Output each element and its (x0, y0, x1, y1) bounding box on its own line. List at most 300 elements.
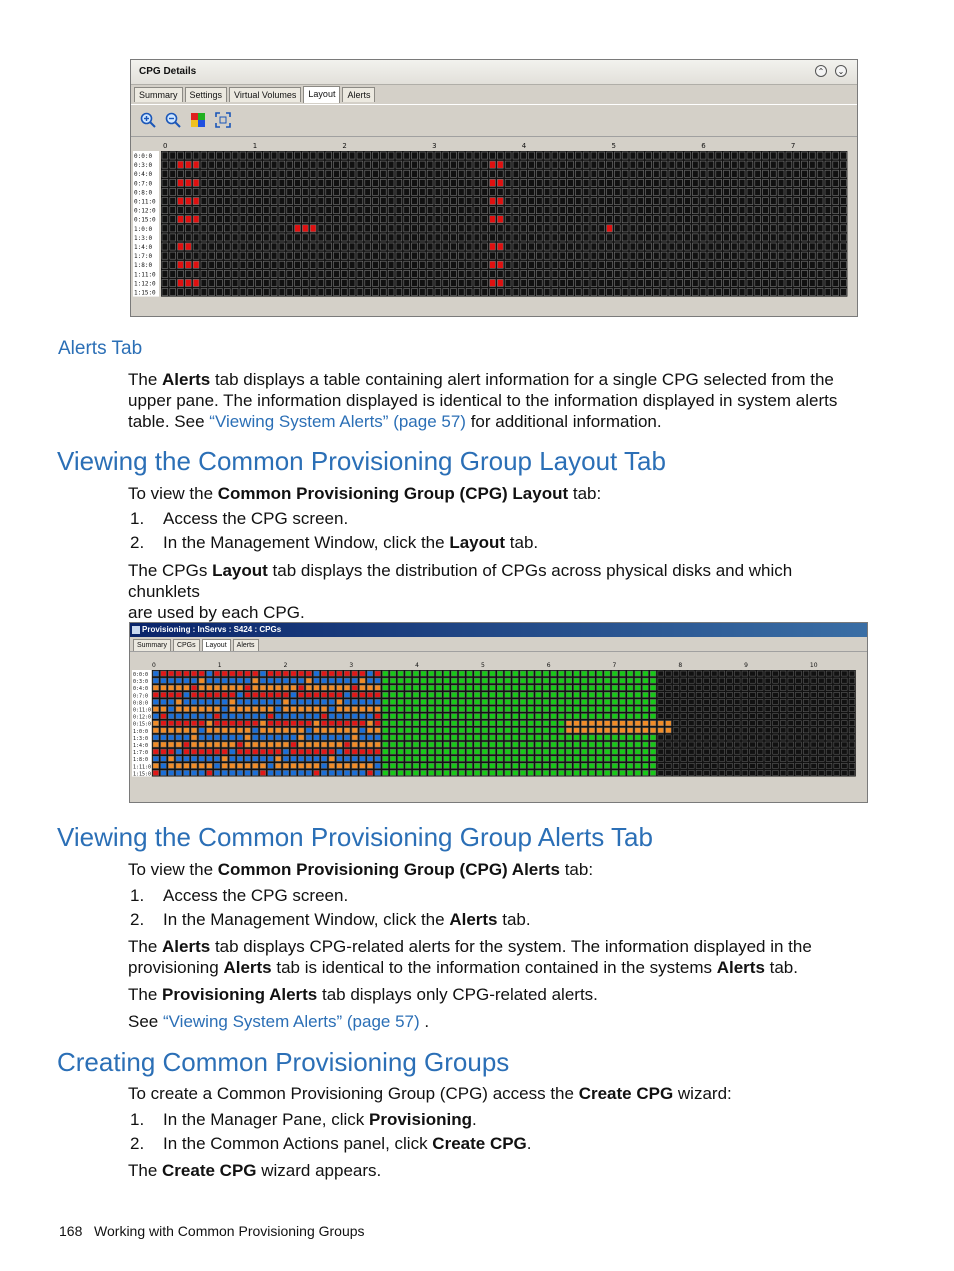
chunklet-used (589, 714, 595, 719)
chunklet-free (435, 179, 441, 186)
chunklet-free (373, 161, 379, 168)
chunklet-free (287, 252, 293, 259)
chunklet-free (770, 289, 776, 296)
chunklet-free (404, 161, 410, 168)
chunklet-free (373, 152, 379, 159)
chunklet-free (341, 216, 347, 223)
chunklet-free (750, 671, 756, 676)
chunklet-used (298, 678, 304, 683)
chunklet-free (677, 179, 683, 186)
chunklet-free (765, 763, 771, 768)
chunklet-free (819, 671, 825, 676)
chunklet-used (191, 671, 197, 676)
chunklet-used (566, 714, 572, 719)
chunklet-used (237, 671, 243, 676)
chunklet-used (513, 678, 519, 683)
color-legend-icon[interactable] (190, 112, 206, 128)
column-label: 6 (546, 662, 551, 669)
chunklet-used (581, 699, 587, 704)
chunklet-used (451, 763, 457, 768)
term: Create CPG (432, 1134, 527, 1153)
chunklet-free (708, 188, 714, 195)
chunklet-used (566, 671, 572, 676)
chunklet-used (291, 699, 297, 704)
chunklet-used (513, 671, 519, 676)
chunklet-used (436, 707, 442, 712)
chunklet-free (817, 234, 823, 241)
chunklet-used (451, 678, 457, 683)
chunklet-free (669, 279, 675, 286)
chunklet-free (536, 243, 542, 250)
chunklet-used (275, 699, 281, 704)
chunklet-used (360, 770, 366, 775)
collapse-up-icon[interactable]: ⌃ (815, 65, 827, 77)
chunklet-used (390, 735, 396, 740)
chunklet-used (627, 756, 633, 761)
chunklet-free (256, 198, 262, 205)
chunklet-free (614, 261, 620, 268)
chunklet-free (427, 225, 433, 232)
tab-summary[interactable]: Summary (133, 639, 171, 651)
chunklet-used (474, 721, 480, 726)
chunklet-free (248, 188, 254, 195)
chunklet-used (344, 714, 350, 719)
chunklet-used (551, 742, 557, 747)
chunklet-free (770, 161, 776, 168)
chunklet-free (279, 216, 285, 223)
chunklet-used (352, 678, 358, 683)
chunklet-free (287, 161, 293, 168)
chunklet-used (490, 261, 496, 268)
chunklet-used (298, 707, 304, 712)
chunklet-free (819, 735, 825, 740)
chunklet-free (435, 152, 441, 159)
chunklet-used (428, 756, 434, 761)
column-label: 4 (415, 662, 419, 669)
tab-cpgs[interactable]: CPGs (173, 639, 200, 651)
chunklet-free (248, 261, 254, 268)
chunklet-used (191, 756, 197, 761)
chunklet-used (597, 671, 603, 676)
chunklet-free (653, 179, 659, 186)
column-label: 8 (678, 662, 683, 669)
chunklet-free (380, 216, 386, 223)
chunklet-free (373, 234, 379, 241)
chunklet-used (222, 749, 228, 754)
chunklet-used (581, 742, 587, 747)
chunklet-used (222, 721, 228, 726)
chunklet-free (719, 742, 725, 747)
chunklet-used (161, 763, 167, 768)
chunklet-free (505, 279, 511, 286)
chunklet-free (739, 161, 745, 168)
layout-step-2 (163, 532, 538, 553)
chunklet-free (373, 207, 379, 214)
chunklet-used (627, 685, 633, 690)
chunklet-free (747, 243, 753, 250)
chunklet-free (819, 728, 825, 733)
chunklet-free (716, 170, 722, 177)
chunklet-free (834, 685, 840, 690)
chunklet-used (168, 756, 174, 761)
chunklet-free (318, 161, 324, 168)
chunklet-free (341, 261, 347, 268)
text: In the Management Window, click the (163, 910, 450, 929)
tab-settings[interactable]: Settings (185, 87, 228, 102)
chunklet-free (302, 279, 308, 286)
chunklet-free (240, 188, 246, 195)
chunklet-used (184, 685, 190, 690)
chunklet-free (404, 207, 410, 214)
chunklet-used (329, 692, 335, 697)
term: Alerts (223, 958, 272, 977)
chunklet-used (589, 770, 595, 775)
chunklet-used (635, 735, 641, 740)
chunklet-free (505, 270, 511, 277)
chunklet-used (252, 728, 258, 733)
tab-alerts[interactable]: Alerts (233, 639, 259, 651)
chunklet-used (490, 728, 496, 733)
chunklet-used (207, 770, 213, 775)
chunklet-free (786, 252, 792, 259)
chunklet-free (727, 714, 733, 719)
chunklet-free (786, 198, 792, 205)
chunklet-free (287, 188, 293, 195)
chunklet-used (178, 243, 184, 250)
chunklet-free (240, 270, 246, 277)
chunklet-used (230, 692, 236, 697)
chunklet-free (658, 699, 664, 704)
chunklet-used (543, 728, 549, 733)
chunklet-used (612, 749, 618, 754)
chunklet-free (373, 188, 379, 195)
chunklet-free (685, 243, 691, 250)
chunklet-free (708, 207, 714, 214)
chunklet-used (528, 756, 534, 761)
chunklet-free (170, 261, 176, 268)
chunklet-free (357, 207, 363, 214)
chunklet-free (458, 225, 464, 232)
chunklet-used (436, 756, 442, 761)
chunklet-free (770, 198, 776, 205)
creating-step-1 (163, 1109, 477, 1130)
zoom-in-icon[interactable] (140, 112, 156, 128)
chunklet-used (574, 707, 580, 712)
chunklet-free (646, 170, 652, 177)
chunklet-free (162, 289, 168, 296)
chunklet-free (232, 179, 238, 186)
chunklet-free (834, 756, 840, 761)
chunklet-used (214, 678, 220, 683)
expand-down-icon[interactable]: ⌄ (835, 65, 847, 77)
tab-virtual-volumes[interactable]: Virtual Volumes (229, 87, 301, 102)
chunklet-free (482, 270, 488, 277)
text: tab is identical to the information contained in the systems (271, 958, 717, 977)
chunklet-free (552, 289, 558, 296)
chunklet-used (230, 763, 236, 768)
chunklet-used (436, 671, 442, 676)
viewing-system-alerts-link[interactable]: “Viewing System Alerts” (page 57) (209, 412, 466, 431)
chunklet-free (341, 225, 347, 232)
chunklet-free (780, 692, 786, 697)
chunklet-free (412, 179, 418, 186)
tab-layout[interactable]: Layout (303, 86, 340, 103)
chunklet-free (357, 261, 363, 268)
chunklet-used (222, 671, 228, 676)
chunklet-free (826, 728, 832, 733)
chunklet-free (412, 170, 418, 177)
chunklet-used (589, 728, 595, 733)
chunklet-used (497, 179, 503, 186)
chunklet-used (474, 671, 480, 676)
chunklet-free (388, 198, 394, 205)
chunklet-free (685, 152, 691, 159)
chunklet-used (193, 161, 199, 168)
chunklet-used (436, 742, 442, 747)
chunklet-used (421, 728, 427, 733)
tab-alerts[interactable]: Alerts (342, 87, 375, 102)
row-label: 0:4:0 (133, 686, 149, 693)
chunklet-free (443, 179, 449, 186)
chunklet-free (521, 261, 527, 268)
chunklet-free (575, 261, 581, 268)
chunklet-free (365, 188, 371, 195)
chunklet-used (214, 721, 220, 726)
chunklet-free (529, 170, 535, 177)
chunklet-free (757, 699, 763, 704)
chunklet-free (217, 252, 223, 259)
chunklet-free (653, 188, 659, 195)
chunklet-used (467, 707, 473, 712)
chunklet-free (458, 216, 464, 223)
chunklet-used (291, 742, 297, 747)
chunklet-free (727, 735, 733, 740)
chunklet-used (337, 678, 343, 683)
chunklet-used (643, 671, 649, 676)
chunklet-free (708, 234, 714, 241)
chunklet-used (390, 707, 396, 712)
chunklet-free (802, 161, 808, 168)
chunklet-free (443, 207, 449, 214)
chunklet-free (318, 207, 324, 214)
chunklet-used (367, 671, 373, 676)
chunklet-used (367, 763, 373, 768)
chunklet-free (295, 170, 301, 177)
chunklet-free (529, 261, 535, 268)
chunklet-used (375, 770, 381, 775)
chunklet-free (708, 243, 714, 250)
chunklet-free (217, 289, 223, 296)
text: tab displays the distribution of CPGs across physical disks and which chunklets (128, 561, 793, 601)
chunklet-free (521, 170, 527, 177)
column-label: 7 (612, 662, 617, 669)
chunklet-free (763, 216, 769, 223)
chunklet-free (708, 216, 714, 223)
chunklet-free (809, 261, 815, 268)
chunklet-free (739, 225, 745, 232)
chunklet-free (834, 742, 840, 747)
chunklet-used (168, 749, 174, 754)
chunklet-used (329, 770, 335, 775)
chunklet-free (599, 252, 605, 259)
chunklet-free (365, 261, 371, 268)
chunklet-free (794, 161, 800, 168)
chunklet-free (263, 279, 269, 286)
chunklet-free (482, 170, 488, 177)
fit-to-window-icon[interactable] (215, 112, 231, 128)
chunklet-free (170, 152, 176, 159)
chunklet-free (287, 289, 293, 296)
chunklet-free (318, 279, 324, 286)
chunklet-free (689, 678, 695, 683)
chunklet-free (349, 252, 355, 259)
chunklet-free (490, 252, 496, 259)
chunklet-free (622, 289, 628, 296)
chunklet-free (295, 198, 301, 205)
chunklet-free (673, 671, 679, 676)
chunklet-used (482, 714, 488, 719)
chunklet-free (739, 270, 745, 277)
layout-step-1: Access the CPG screen. (163, 509, 349, 528)
row-label: 1:8:0 (133, 757, 149, 764)
chunklet-used (635, 721, 641, 726)
chunklet-used (237, 707, 243, 712)
chunklet-free (826, 707, 832, 712)
zoom-out-icon[interactable] (165, 112, 181, 128)
alerts-step-1: Access the CPG screen. (163, 886, 349, 905)
chunklet-free (704, 678, 710, 683)
chunklet-free (248, 252, 254, 259)
chunklet-free (630, 252, 636, 259)
chunklet-used (207, 728, 213, 733)
chunklet-used (367, 735, 373, 740)
chunklet-free (248, 152, 254, 159)
chunklet-free (742, 678, 748, 683)
chunklet-free (349, 225, 355, 232)
chunklet-free (552, 243, 558, 250)
chunklet-free (731, 188, 737, 195)
chunklet-free (287, 261, 293, 268)
chunklet-used (421, 770, 427, 775)
chunklet-free (803, 756, 809, 761)
chunklet-used (666, 728, 672, 733)
chunklet-free (435, 198, 441, 205)
chunklet-free (607, 261, 613, 268)
chunklet-free (552, 188, 558, 195)
chunklet-free (638, 161, 644, 168)
chunklet-free (583, 170, 589, 177)
chunklet-used (298, 685, 304, 690)
chunklet-free (614, 198, 620, 205)
chunklet-free (689, 749, 695, 754)
chunklet-used (268, 678, 274, 683)
chunklet-free (673, 735, 679, 740)
chunklet-used (237, 728, 243, 733)
chunklet-used (161, 685, 167, 690)
chunklet-free (295, 289, 301, 296)
chunklet-used (467, 721, 473, 726)
chunklet-free (380, 152, 386, 159)
chunklet-free (742, 763, 748, 768)
chunklet-free (240, 198, 246, 205)
chunklet-free (279, 161, 285, 168)
chunklet-layout-grid[interactable] (131, 137, 857, 317)
chunklet-used (344, 735, 350, 740)
chunklet-free (505, 216, 511, 223)
chunklet-free (692, 270, 698, 277)
chunklet-used (620, 742, 626, 747)
chunklet-free (349, 152, 355, 159)
viewing-system-alerts-link[interactable]: “Viewing System Alerts” (page 57) (162, 1012, 420, 1031)
chunklet-free (607, 243, 613, 250)
chunklet-free (711, 707, 717, 712)
chunklet-free (404, 179, 410, 186)
creating-paragraph (128, 1160, 381, 1181)
chunklet-used (405, 756, 411, 761)
tab-layout[interactable]: Layout (202, 639, 231, 652)
chunklet-used (176, 763, 182, 768)
chunklet-used (490, 216, 496, 223)
chunklet-free (178, 188, 184, 195)
chunklet-free (780, 699, 786, 704)
chunklet-used (474, 728, 480, 733)
chunklet-used (314, 707, 320, 712)
chunklet-free (185, 207, 191, 214)
chunklet-free (217, 207, 223, 214)
chunklet-used (459, 678, 465, 683)
chunklet-free (513, 261, 519, 268)
chunklet-free (435, 216, 441, 223)
chunklet-used (268, 721, 274, 726)
chunklet-free (666, 692, 672, 697)
chunklet-used (581, 707, 587, 712)
chunklet-free (232, 198, 238, 205)
chunklet-free (630, 261, 636, 268)
chunklet-free (711, 692, 717, 697)
chunklet-free (750, 714, 756, 719)
chunklet-free (271, 234, 277, 241)
chunklet-used (413, 685, 419, 690)
chunklet-free (427, 179, 433, 186)
chunklet-free (583, 289, 589, 296)
chunklet-used (260, 721, 266, 726)
chunklet-free (209, 234, 215, 241)
cpg-distribution-grid[interactable] (130, 652, 867, 803)
chunklet-free (622, 243, 628, 250)
tab-summary[interactable]: Summary (134, 87, 183, 102)
chunklet-free (614, 234, 620, 241)
row-label: 1:7:0 (134, 253, 153, 261)
chunklet-used (597, 685, 603, 690)
chunklet-used (275, 692, 281, 697)
chunklet-used (291, 707, 297, 712)
chunklet-used (428, 714, 434, 719)
chunklet-used (520, 742, 526, 747)
chunklet-used (490, 714, 496, 719)
chunklet-used (306, 685, 312, 690)
chunklet-free (833, 161, 839, 168)
chunklet-free (630, 207, 636, 214)
chunklet-free (677, 279, 683, 286)
chunklet-free (302, 216, 308, 223)
chunklet-free (240, 234, 246, 241)
chunklet-free (373, 198, 379, 205)
chunklet-free (310, 243, 316, 250)
chunklet-used (337, 692, 343, 697)
chunklet-used (199, 728, 205, 733)
chunklet-free (770, 261, 776, 268)
chunklet-used (275, 742, 281, 747)
